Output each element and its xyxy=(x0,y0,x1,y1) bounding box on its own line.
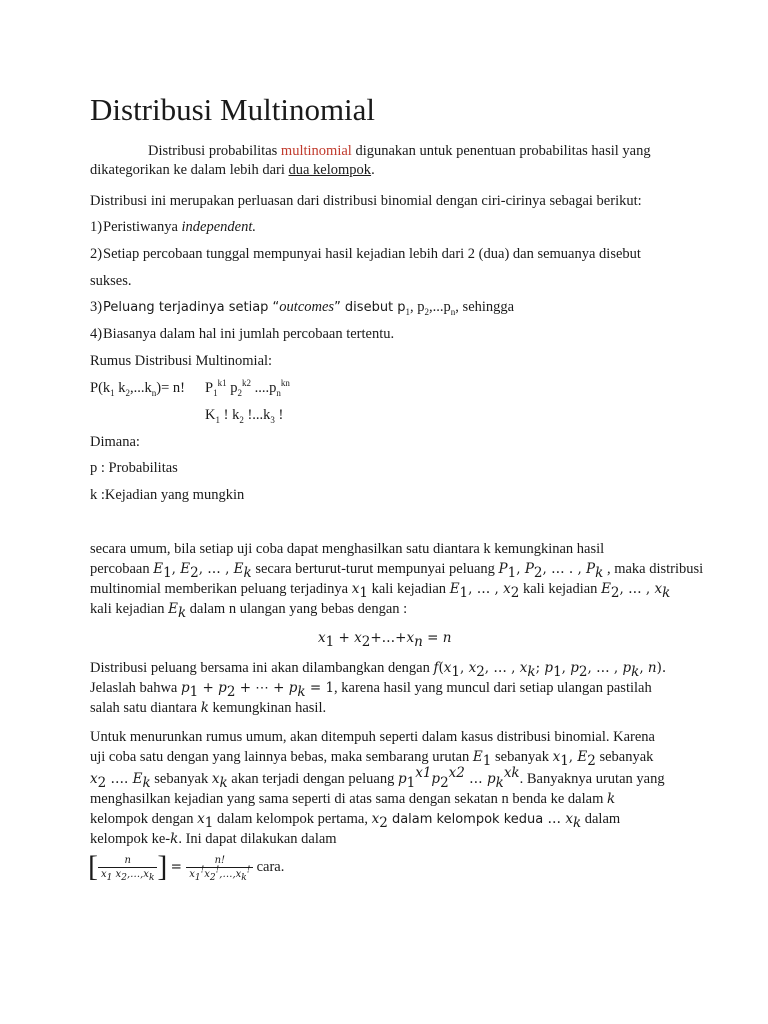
para1-text-c: , maka distribusi xyxy=(603,561,704,577)
formula-heading: Rumus Distribusi Multinomial: xyxy=(90,353,273,369)
formula-eq: )= n! xyxy=(156,380,185,396)
list-item-3-text: Peluang terjadinya setiap “ xyxy=(103,300,280,315)
formula-numerator: $P_1^{k1}$ $p_2^{k2}$ $....p_n^{kn}$ xyxy=(205,378,290,398)
formula-lhs: $P(k_1$ $k_2,...k_n)= n$! xyxy=(90,380,185,398)
formula-denominator: $K_1$ ! $k_2$ $!...k_3$ ! xyxy=(205,407,284,425)
list-item-2-cont: sukses. xyxy=(90,273,132,289)
para3-line-6: kelompok ke-k. Ini dapat dilakukan dalam xyxy=(90,831,337,847)
list-item-1-text: Peristiwanya xyxy=(103,219,182,235)
para2-text-a: Distribusi peluang bersama ini akan dilambangkan dengan xyxy=(90,660,434,676)
list-item-1 xyxy=(103,216,256,238)
dimana-label: Dimana: xyxy=(90,434,140,450)
k-definition: k :Kejadian yang mungkin xyxy=(90,487,245,503)
para3-text-k: kelompok ke- xyxy=(90,831,171,847)
para2-text-c: , karena hasil yang muncul dari setiap ulangan pastilah xyxy=(334,680,652,696)
para2-line-2: Jelaslah bahwa $p_1 + p_2$ + ⋯ + $p_k = 1$, karena hasil yang muncul dari setiap ulangan pastilah xyxy=(90,680,652,700)
para1-text-a: percobaan xyxy=(90,561,154,577)
para3-text-f: menghasilkan kejadian yang sama seperti di atas sama dengan sekatan n benda ke dalam xyxy=(90,791,607,807)
para1-line-1: secara umum, bila setiap uji coba dapat menghasilkan satu diantara k kemungkinan hasil xyxy=(90,541,605,557)
para3-line-2: uji coba satu dengan yang lainnya bebas, maka sembarang urutan $E_1$ sebanyak $x_1$, $E_2$ sebanyak xyxy=(90,749,654,769)
intro-text-2: dikategorikan ke dalam lebih dari xyxy=(90,162,289,178)
para3-text-e: . Banyaknya urutan yang xyxy=(519,771,665,787)
para1-text-e: kali kejadian xyxy=(367,581,450,597)
intro-period: . xyxy=(371,162,375,178)
list-num-4: 4) xyxy=(90,326,103,342)
para3-text-j: dalam xyxy=(581,811,621,827)
para3-text-b: sebanyak xyxy=(491,749,553,765)
para3-text-i: dalam kelompok kedua xyxy=(387,812,544,827)
para1-text-d: multinomial memberikan peluang terjadinya xyxy=(90,581,352,597)
p-definition: p : Probabilitas xyxy=(90,460,178,476)
intro-text-cont: digunakan untuk penentuan probabilitas hasil yang xyxy=(351,143,651,159)
list-num-3: 3) xyxy=(90,299,103,315)
list-num-2: 2) xyxy=(90,246,103,262)
para1-text-f: kali kejadian xyxy=(519,581,602,597)
list-item-4: Biasanya dalam hal ini jumlah percobaan tertentu. xyxy=(103,326,395,342)
list-item-1-em: independent. xyxy=(181,219,257,235)
sum-equation: $x_1$ + $x_2+\dots+x_n = n$ xyxy=(318,630,452,650)
list-item-3-rest: ” disebut p xyxy=(334,300,406,315)
para3-line-5: kelompok dengan $x_1$ dalam kelompok pertama, $x_2$ dalam kelompok kedua … $x_k$ dalam xyxy=(90,811,621,831)
para1-text-b: secara berturut-turut mempunyai peluang xyxy=(251,561,499,577)
dua-kelompok-link[interactable]: dua kelompok xyxy=(288,162,372,178)
para1-text-g: kali kejadian xyxy=(90,601,169,617)
para3-line-3: $x_2$ …. $E_k$ sebanyak $x_k$ akan terjadi dengan peluang $p_1^{x1}p_2^{x2}$ … $p_k^{xk}$. Banyaknya urutan yang xyxy=(90,765,665,791)
para3-text-b2: sebanyak xyxy=(595,749,654,765)
para2-line-1: Distribusi peluang bersama ini akan dilambangkan dengan $f(x_1$, $x_2$, … , $x_k$; $p_1$, $p_2$, … , $p_k$, n). xyxy=(90,660,667,680)
lead-text: Distribusi ini merupakan perluasan dari distribusi binomial dengan ciri-cirinya sebagai berikut: xyxy=(90,193,642,209)
para2-text-b: Jelaslah bahwa xyxy=(90,680,181,696)
para2-line-3: salah satu diantara k kemungkinan hasil. xyxy=(90,700,327,716)
list-num-1: 1) xyxy=(90,219,103,235)
page-title: Distribusi Multinomial xyxy=(90,92,376,127)
intro-text: Distribusi probabilitas xyxy=(148,143,281,159)
para3-text-c: sebanyak xyxy=(150,771,212,787)
para2-text-d: salah satu diantara xyxy=(90,700,201,716)
para3-text-g: kelompok dengan xyxy=(90,811,198,827)
multinomial-link[interactable]: multinomial xyxy=(280,143,352,159)
list-item-3: Peluang terjadinya setiap “outcomes” disebut $p_1$, $p_2,...p_n$, sehingga xyxy=(103,299,515,317)
para3-text-l: . Ini dapat dilakukan dalam xyxy=(178,831,337,847)
para3-text-a: uji coba satu dengan yang lainnya bebas, maka sembarang urutan xyxy=(90,749,473,765)
para1-line-3: multinomial memberikan peluang terjadinya $x_1$ kali kejadian $E_1$, … , $x_2$ kali kejadian $E_2$, … , $x_k$ xyxy=(90,581,671,601)
para1-line-2: percobaan $E_1$, $E_2$, … , $E_k$ secara berturut-turut mempunyai peluang $P_1$, $P_2$, … . , $P_k$ , maka distribusi xyxy=(90,561,704,581)
multinomial-coefficient: [ $\frac{n}{x_1 x_2,\dots,x_k}$ ] = $\frac{n!}{x_1^!x_2^!,\dots,x_k^!}$ cara. xyxy=(88,850,285,883)
para1-text-h: dalam n ulangan yang bebas dengan : xyxy=(186,601,408,617)
para1-line-4: kali kejadian $E_k$ dalam n ulangan yang bebas dengan : xyxy=(90,601,408,621)
formula-lhs-text: P(k xyxy=(90,380,111,396)
para3-line-1: Untuk menurunkan rumus umum, akan ditempuh seperti dalam kasus distribusi binomial. Karena xyxy=(90,729,655,745)
para2-text-e: kemungkinan hasil. xyxy=(208,700,327,716)
para3-text-h: dalam kelompok pertama, xyxy=(213,811,372,827)
cara-text: cara. xyxy=(256,859,285,875)
para3-line-4: menghasilkan kejadian yang sama seperti di atas sama dengan sekatan n benda ke dalam k xyxy=(90,791,616,807)
list-item-3-tail: , sehingga xyxy=(455,299,515,315)
intro-line-2 xyxy=(90,159,375,181)
para3-text-d: akan terjadi dengan peluang xyxy=(227,771,398,787)
formula-den-text: K xyxy=(205,407,216,423)
list-item-3-em: outcomes xyxy=(279,299,335,315)
list-item-2: Setiap percobaan tunggal mempunyai hasil kejadian lebih dari 2 (dua) dan semuanya disebut xyxy=(103,246,641,262)
